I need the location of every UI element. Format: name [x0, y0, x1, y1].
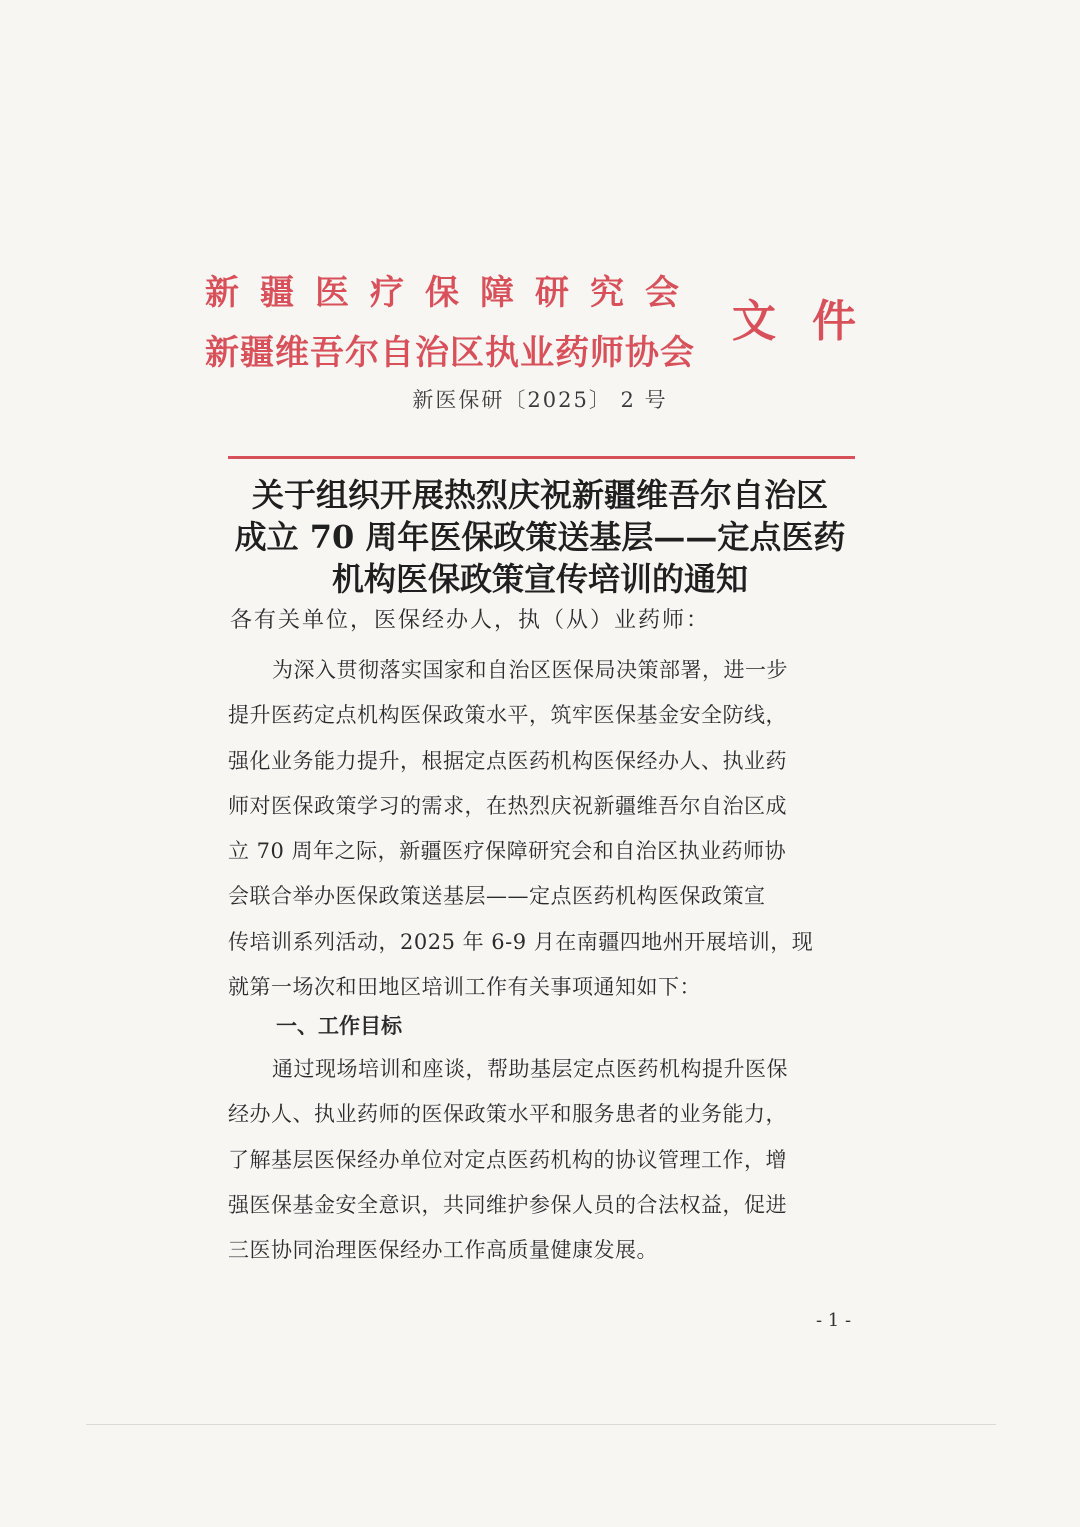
paragraph-line: 师对医保政策学习的需求，在热烈庆祝新疆维吾尔自治区成 — [228, 793, 787, 818]
paragraph-line: 强医保基金安全意识，共同维护参保人员的合法权益，促进 — [228, 1192, 787, 1217]
salutation: 各有关单位，医保经办人，执（从）业药师： — [230, 608, 711, 633]
paragraph-line: 三医协同治理医保经办工作高质量健康发展。 — [228, 1238, 658, 1263]
page-number: - 1 - — [816, 1310, 852, 1331]
body-paragraph-1 — [228, 648, 858, 1010]
paragraph-line: 强化业务能力提升，根据定点医药机构医保经办人、执业药 — [228, 748, 787, 773]
paragraph-line: 为深入贯彻落实国家和自治区医保局决策部署，进一步 — [272, 658, 788, 682]
title-line: 成立 70 周年医保政策送基层——定点医药 — [234, 518, 846, 556]
section-heading: 一、工作目标 — [276, 1014, 402, 1038]
paragraph-line: 就第一场次和田地区培训工作有关事项通知如下： — [228, 975, 701, 1000]
document-title — [180, 474, 900, 600]
issuer-name-2: 新疆维吾尔自治区执业药师协会 — [205, 333, 695, 373]
body-paragraph-2 — [228, 1047, 858, 1273]
paragraph-line: 经办人、执业药师的医保政策水平和服务患者的业务能力， — [228, 1102, 787, 1127]
title-line: 关于组织开展热烈庆祝新疆维吾尔自治区 — [251, 476, 828, 514]
paragraph-line: 了解基层医保经办单位对定点医药机构的协议管理工作，增 — [228, 1147, 787, 1172]
paragraph-line: 传培训系列活动，2025 年 6-9 月在南疆四地州开展培训，现 — [228, 929, 814, 954]
document-word: 文件 — [732, 296, 892, 347]
issuer-name-1: 新疆医疗保障研究会 — [205, 273, 700, 313]
document-number: 新医保研〔2025〕 2 号 — [412, 388, 668, 412]
paragraph-line: 通过现场培训和座谈，帮助基层定点医药机构提升医保 — [272, 1057, 788, 1081]
red-separator-line — [228, 456, 855, 459]
title-line: 机构医保政策宣传培训的通知 — [331, 560, 748, 598]
page-edge-line — [86, 1424, 996, 1425]
paragraph-line: 提升医药定点机构医保政策水平，筑牢医保基金安全防线， — [228, 703, 787, 728]
paragraph-line: 立 70 周年之际，新疆医疗保障研究会和自治区执业药师协 — [228, 839, 787, 864]
paragraph-line: 会联合举办医保政策送基层——定点医药机构医保政策宣 — [228, 884, 766, 909]
